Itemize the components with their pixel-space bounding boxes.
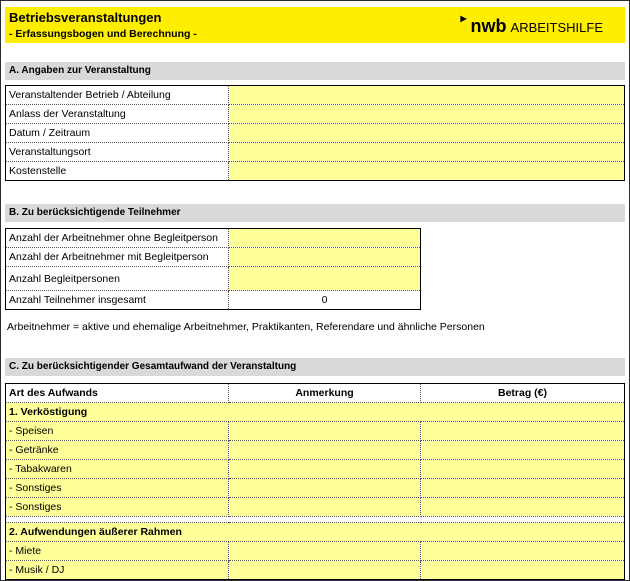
table-row — [6, 460, 625, 479]
section-c-title: C. Zu berücksichtigender Gesamtaufwand der Veranstaltung — [9, 361, 297, 372]
amount-cell[interactable] — [421, 498, 625, 517]
row-label: - Getränke — [6, 441, 229, 460]
section-b-title: B. Zu berücksichtigende Teilnehmer — [9, 207, 181, 218]
remark-cell[interactable] — [229, 498, 421, 517]
title-banner — [5, 7, 625, 43]
remark-cell[interactable] — [229, 542, 421, 561]
group-label: 1. Verköstigung — [6, 403, 625, 422]
group-label: 2. Aufwendungen äußerer Rahmen — [6, 523, 625, 542]
section-b-table — [5, 228, 421, 310]
table-row — [6, 498, 625, 517]
table-row — [6, 291, 421, 310]
remark-cell[interactable] — [229, 561, 421, 580]
table-row — [6, 561, 625, 580]
table-row — [6, 229, 421, 248]
column-header: Betrag (€) — [421, 384, 625, 403]
table-row — [6, 124, 625, 143]
row-label: - Sonstiges — [6, 479, 229, 498]
amount-cell[interactable] — [421, 441, 625, 460]
input-cell[interactable] — [229, 267, 421, 291]
row-label: Anzahl der Arbeitnehmer mit Begleitperson — [6, 248, 229, 267]
row-label: Veranstaltungsort — [6, 143, 229, 162]
table-row — [6, 267, 421, 291]
table-header-row — [6, 384, 625, 403]
row-label: Anzahl Begleitpersonen — [6, 267, 229, 291]
input-cell[interactable] — [229, 86, 625, 105]
table-row — [6, 441, 625, 460]
section-a-header — [5, 62, 625, 80]
amount-cell[interactable] — [421, 460, 625, 479]
logo-main: nwb — [470, 16, 507, 36]
section-b-header — [5, 204, 625, 222]
input-cell[interactable] — [229, 124, 625, 143]
remark-cell[interactable] — [229, 441, 421, 460]
row-label: - Tabakwaren — [6, 460, 229, 479]
row-label: - Speisen — [6, 422, 229, 441]
nwb-logo — [460, 14, 603, 37]
table-row — [6, 162, 625, 181]
group-row — [6, 523, 625, 542]
remark-cell[interactable] — [229, 479, 421, 498]
amount-cell[interactable] — [421, 542, 625, 561]
row-label: Veranstaltender Betrieb / Abteilung — [6, 86, 229, 105]
table-row — [6, 86, 625, 105]
table-row — [6, 105, 625, 124]
table-row — [6, 422, 625, 441]
column-header: Art des Aufwands — [6, 384, 229, 403]
row-label: - Miete — [6, 542, 229, 561]
column-header: Anmerkung — [229, 384, 421, 403]
input-cell[interactable] — [229, 248, 421, 267]
section-a-table — [5, 85, 625, 181]
participants-note: Arbeitnehmer = aktive und ehemalige Arbeitnehmer, Praktikanten, Referendare und ähnliche Personen — [7, 321, 485, 333]
amount-cell[interactable] — [421, 422, 625, 441]
amount-cell[interactable] — [421, 561, 625, 580]
row-label: Anzahl der Arbeitnehmer ohne Begleitperson — [6, 229, 229, 248]
section-c-table — [5, 383, 625, 580]
row-label: Kostenstelle — [6, 162, 229, 181]
row-label: Anzahl Teilnehmer insgesamt — [6, 291, 229, 310]
remark-cell[interactable] — [229, 422, 421, 441]
table-row — [6, 248, 421, 267]
section-a-title: A. Angaben zur Veranstaltung — [9, 65, 151, 76]
table-row — [6, 479, 625, 498]
section-c-header — [5, 358, 625, 376]
page-subtitle: - Erfassungsbogen und Berechnung - — [9, 28, 197, 40]
table-row — [6, 143, 625, 162]
input-cell[interactable] — [229, 229, 421, 248]
logo-triangle-icon: ▶ — [460, 14, 467, 23]
input-cell[interactable] — [229, 162, 625, 181]
row-label: - Musik / DJ — [6, 561, 229, 580]
row-label: Datum / Zeitraum — [6, 124, 229, 143]
table-row — [6, 542, 625, 561]
page-title: Betriebsveranstaltungen — [9, 10, 162, 25]
logo-sub: ARBEITSHILFE — [510, 20, 603, 35]
remark-cell[interactable] — [229, 460, 421, 479]
group-row — [6, 403, 625, 422]
input-cell[interactable] — [229, 143, 625, 162]
amount-cell[interactable] — [421, 479, 625, 498]
row-label: - Sonstiges — [6, 498, 229, 517]
total-participants-value: 0 — [229, 291, 421, 310]
row-label: Anlass der Veranstaltung — [6, 105, 229, 124]
input-cell[interactable] — [229, 105, 625, 124]
